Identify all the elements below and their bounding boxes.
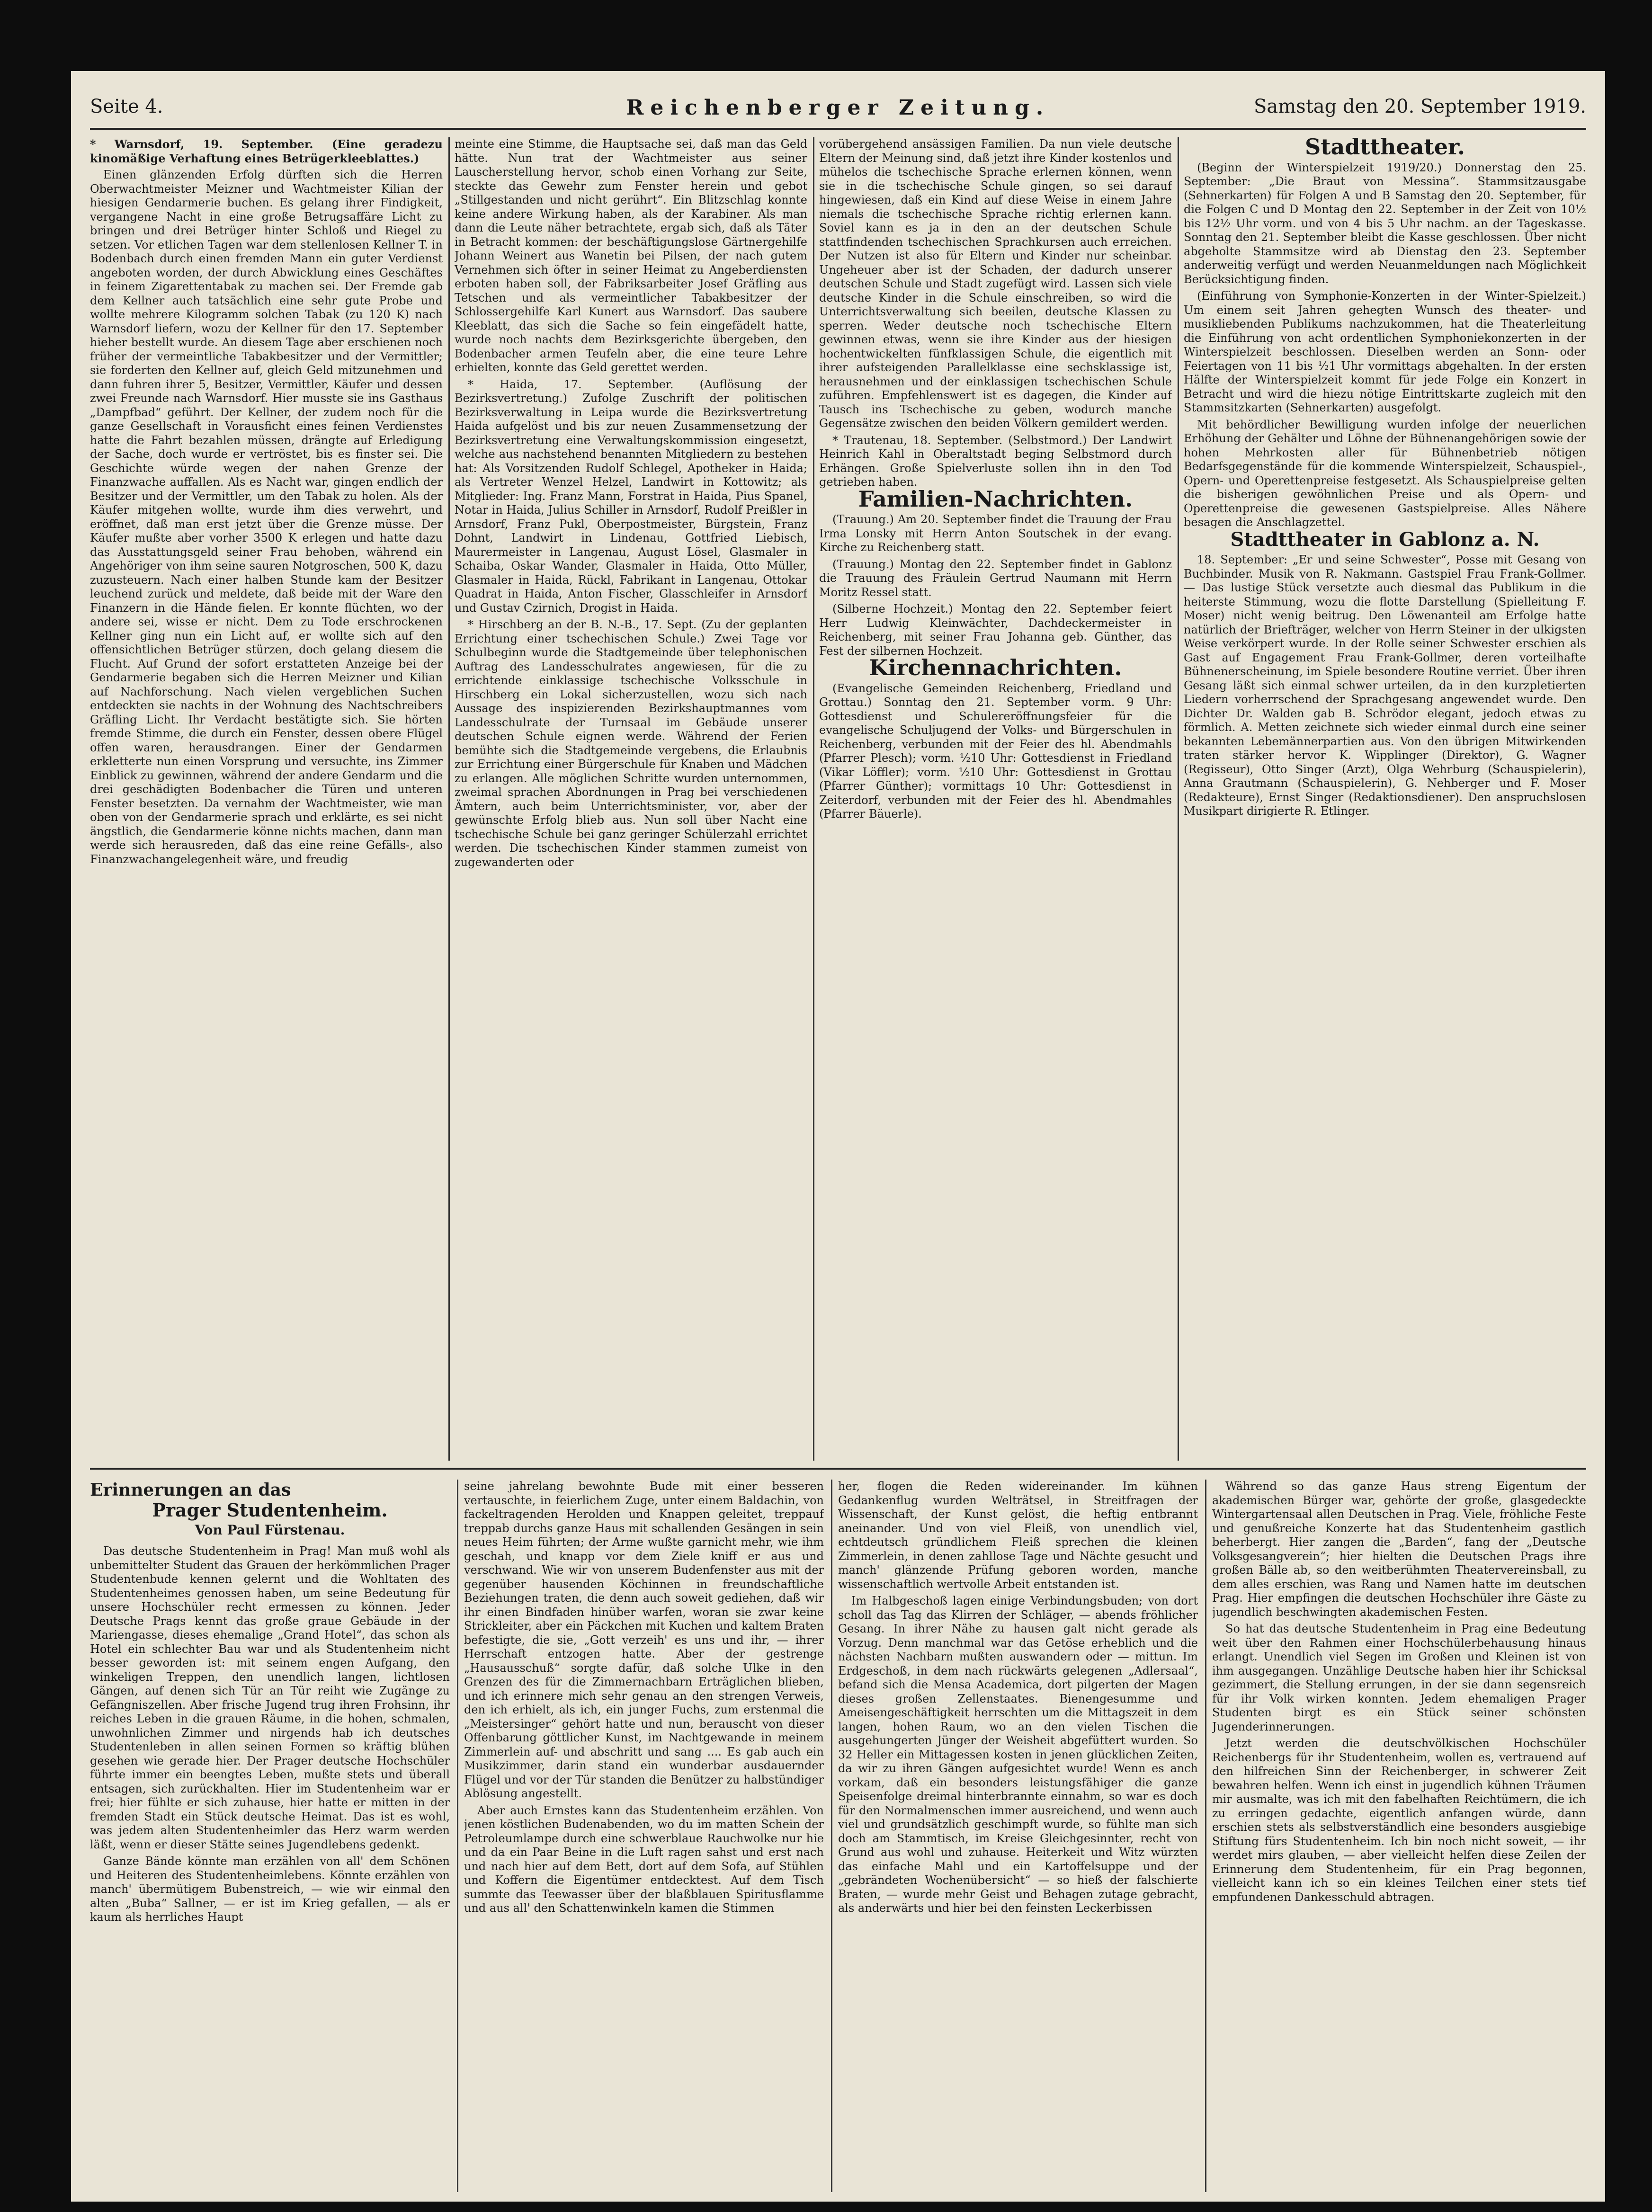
newspaper-title: Reichenberger Zeitung. <box>626 96 1050 120</box>
column-rule <box>813 137 814 1461</box>
column-rule <box>448 137 450 1461</box>
dateline-warnsdorf: * Warnsdorf, 19. September. (Eine geradezu kinomäßige Verhaftung eines Betrügerkleeblattes.) <box>90 137 443 165</box>
newspaper-page <box>71 71 1605 2202</box>
feuilleton-paragraph: her, flogen die Reden widereinander. Im kühnen Gedankenflug wurden Welträtsel, in Streitfragen der Wissenschaft, der Kunst gelöst, die heftig entbrannt aneinander. Und von viel Fleiß, von unendlich viel, echtdeutsch gründlichem Fleiß sprechen die kleinen Zimmerlein, in denen zahllose Tage und Nächte gesucht und manch' glänzende Prüfung geboren worden, manche wissenschaftlich wertvolle Arbeit entstanden ist. <box>838 1480 1198 1591</box>
theater-notice: (Einführung von Symphonie-Konzerten in der Winter-Spielzeit.) Um einem seit Jahren gehegten Wunsch des theater- und musikliebenden Publikums nachzukommen, hat die Theaterleitung die Einführung von acht ordentlichen Symphoniekonzerten in der Winterspielzeit beschlossen. Dieselben werden an Sonn- oder Feiertagen von 11 bis ½1 Uhr vormittags abgehalten. In der ersten Hälfte der Winterspielzeit kommt für jede Folge ein Konzert in Betracht und wird die hiezu nötige Eintrittskarte zugleich mit den Stammsitzkarten (Sehnerkarten) ausgefolgt. <box>1184 289 1586 414</box>
feuilleton-paragraph: So hat das deutsche Studentenheim in Prag eine Bedeutung weit über den Rahmen einer Hochschülerbehausung hinaus erlangt. Unendlich viel Segen im Großen und Kleinen ist von ihm ausgegangen. Unzählige Deutsche haben hier ihr Schicksal gezimmert, die Stellung errungen, in der sie dann segensreich für ihr Volk wirken konnten. Jedem ehemaligen Prager Studenten birgt es ein Stück seiner schönsten Jugenderinnerungen. <box>1212 1622 1586 1733</box>
article-paragraph: * Hirschberg an der B. N.-B., 17. Sept. (Zu der geplanten Errichtung einer tschechischen Schule.) Zwei Tage vor Schulbeginn wurde die Stadtgemeinde über telephonischen Auftrag des Landesschulrates angewiesen, für die zu errichtende einklassige tschechische Volksschule in Hirschberg ein Lokal sicherzustellen, wozu sich nach Aussage des inspizierenden Bezirkshauptmannes vom Landesschulrate der Turnsaal im Gebäude unserer deutschen Schule eignen werde. Während der Ferien bemühte sich die Stadtgemeinde vergebens, die Erlaubnis zur Errichtung einer Bürgerschule für Knaben und Mädchen zu erlangen. Alle möglichen Schritte wurden unternommen, zweimal sprachen Abordnungen in Prag bei verschiedenen Ämtern, auch beim Unterrichtsminister, vor, aber der gewünschte Erfolg blieb aus. Nun soll über Nacht eine tschechische Schule bei ganz geringer Schülerzahl errichtet werden. Die tschechischen Kinder stammen zumeist von zugewanderten oder <box>455 618 807 869</box>
theater-notice: (Beginn der Winterspielzeit 1919/20.) Donnerstag den 25. September: „Die Braut von Messina“. Stammsitzausgabe (Sehnerkarten) für Folgen A und B Samstag den 20. September, für die Folgen C und D Montag den 22. September in der Zeit von 10½ bis 12½ Uhr vorm. und von 4 bis 5 Uhr nachm. an der Tageskasse. Sonntag den 21. September bleibt die Kasse geschlossen. Über nicht abgeholte Stammsitze wird ab Dienstag den 23. September anderweitig verfügt und werden Neuanmeldungen nach Möglichkeit Berücksichtigung finden. <box>1184 161 1586 286</box>
family-notice: (Trauung.) Am 20. September findet die Trauung der Frau Irma Lonsky mit Herrn Anton Soutschek in der evang. Kirche zu Reichenberg statt. <box>819 513 1172 554</box>
article-paragraph: vorübergehend ansässigen Familien. Da nun viele deutsche Eltern der Meinung sind, daß jetzt ihre Kinder kostenlos und mühelos die tschechische Sprache erlernen können, wenn sie in die tschechische Schule gingen, so sei darauf hingewiesen, daß ein Kind auf diese Weise in einem Jahre niemals die tschechische Sprache richtig erlernen kann. Soviel kann es ja in den an der deutschen Schule stattfindenden tschechischen Sprachkursen auch erreichen. Der Nutzen ist also für Eltern und Kinder nur scheinbar. Ungeheuer aber ist der Schaden, der dadurch unserer deutschen Schule und Stadt zugefügt wird. Lassen sich viele deutsche Kinder in die Schule einschreiben, so wird die Unterrichtsverwaltung sich beeilen, deutsche Klassen zu sperren. Weder deutsche noch tschechische Eltern gewinnen etwas, wenn sie ihre Kinder aus der hiesigen hochentwickelten fünfklassigen Schule, die eigentlich mit ihrer aufsteigenden Parallelklasse eine sechsklassige ist, herausnehmen und der einklassigen tschechischen Schule zuführen. Empfehlenswert ist es dagegen, die Kinder auf Tausch ins Tschechische zu geben, wodurch manche Gegensätze zwischen den beiden Völkern gemildert werden. <box>819 137 1172 430</box>
feuilleton-title-line-1: Erinnerungen an das <box>90 1480 291 1500</box>
feuilleton-column-2 <box>464 1480 824 2192</box>
family-notice: (Silberne Hochzeit.) Montag den 22. September feiert Herr Ludwig Kleinwächter, Dachdeckermeister in Reichenberg, mit seiner Frau Johanna geb. Günther, das Fest der silbernen Hochzeit. <box>819 602 1172 658</box>
feuilleton-paragraph: Das deutsche Studentenheim in Prag! Man muß wohl als unbemittelter Student das Grauen der herkömmlichen Prager Studentenbude kennen gelernt und die Wohltaten des Studentenheimes genossen haben, um seine Bedeutung für unsere Hochschüler recht ermessen zu können. Jeder Deutsche Prags kennt das große graue Gebäude in der Mariengasse, dieses ehemalige „Grand Hotel“, das schon als Hotel ein schlechter Bau war und als Studentenheim nicht besser geworden ist: mit seinem engen Aufgang, den winkeligen Treppen, den unendlich langen, lichtlosen Gängen, auf denen sich Tür an Tür reiht wie Zugänge zu Gefängniszellen. Aber frische Jugend trug ihren Frohsinn, ihr reiches Leben in die grauen Räume, in die hohen, schmalen, unwohnlichen Zimmer und nirgends hab ich deutsches Studentenleben in allen seinen Formen so kräftig blühen gesehen wie gerade hier. Der Prager deutsche Hochschüler führte immer ein beengtes Leben, mußte stets und überall entsagen, sich zurückhalten. Hier im Studentenheim war er frei; hier fühlte er sich zuhause, hier hatte er mitten in der fremden Stadt ein Stück deutsche Heimat. Das ist es wohl, was jedem alten Studentenheimler das Herz warm werden läßt, wenn er dieser Stätte seines Jugendlebens gedenkt. <box>90 1544 450 1851</box>
feuilleton-paragraph: Jetzt werden die deutschvölkischen Hochschüler Reichenbergs für ihr Studentenheim, wollen es, vertrauend auf den hilfreichen Sinn der Reichenberger, in schwerer Zeit bewahren helfen. Wenn ich einst in jugendlich kühnen Träumen mir ausmalte, was ich mit den fabelhaften Reichtümern, die ich zu erringen gedachte, eigentlich anfangen würde, dann erschien stets als selbstverständlich eine besonders ausgiebige Stiftung fürs Studentenheim. Ich bin noch nicht soweit, — ihr werdet mirs glauben, — aber vielleicht helfen diese Zeilen der Erinnerung dem Studentenheim, für ein Prag begonnen, vielleicht kann ich so ein kleines Teilchen einer stets tief empfundenen Dankesschuld abtragen. <box>1212 1737 1586 1904</box>
page-number: Seite 4. <box>90 96 163 117</box>
page-header <box>90 90 1586 130</box>
article-paragraph: Einen glänzenden Erfolg dürften sich die Herren Oberwachtmeister Meizner und Wachtmeister Kilian der hiesigen Gendarmerie buchen. Es gelang ihrer Findigkeit, vergangene Nacht in eine große Betrugsaffäre Licht zu bringen und drei Betrüger hinter Schloß und Riegel zu setzen. Vor etlichen Tagen war dem stellenlosen Kellner T. in Bodenbach durch einen fremden Mann ein guter Verdienst angeboten worden, der durch Abwicklung eines Geschäftes in feinem Zigarettentabak zu machen sei. Der Fremde gab dem Kellner auch tatsächlich eine sehr gute Probe und wollte mehrere Kilogramm solchen Tabak (zu 120 K) nach Warnsdorf liefern, wozu der Kellner für den 17. September hieher bestellt wurde. An diesem Tage aber erschienen noch früher der vermeintliche Tabakbesitzer und der Vermittler; sie forderten den Kellner auf, gleich Geld mitzunehmen und dann fuhren ihrer 5, Besitzer, Vermittler, Käufer und dessen zwei Freunde nach Warnsdorf. Hier musste sie ins Gasthaus „Dampfbad“ geführt. Der Kellner, der zudem noch für die ganze Gesellschaft in Vorausficht eines feinen Verdienstes hatte die Fahrt bezahlen müssen, drängte auf Erledigung der Sache, doch wurde er vertröstet, bis es finster sei. Die Geschichte würde wegen der nahen Grenze der Finanzwache auffallen. Als es Nacht war, gingen endlich der Besitzer und der Vermittler, um den Tabak zu holen. Als der Käufer mitgehen wollte, wurde ihm dies verwehrt, und eröffnet, daß man erst jetzt über die Grenze müsse. Der Käufer mußte aber vorher 3500 K erlegen und hatte dazu das Ausstattungsgeld seiner Frau behoben, während ein Angehöriger von ihm seine sauren Notgroschen, 500 K, dazu zuzusteuern. Nach einer halben Stunde kam der Besitzer leuchend zurück und meldete, daß beide mit der Ware den Finanzern in die Hände fielen. Er konnte flüchten, wo der andere sei, wisse er nicht. Dem zu Tode erschrockenen Kellner ging nun ein Licht auf, er wollte sich auf den offensichtlichen Betrüger stürzen, doch gelang diesem die Flucht. Auf Grund der sofort erstatteten Anzeige bei der Gendarmerie begaben sich die Herren Meizner und Kilian auf Nachforschung. Nach vielen vergeblichen Suchen entdeckten sie nachts in der Wohnung des Nachtschreibers Gräfling Licht. Ihr Verdacht bestätigte sich. Sie hörten fremde Stimme, die durch ein Fenster, dessen obere Flügel offen waren, herausdrangen. Einer der Gendarmen erkletterte nun einen Vorsprung und versuchte, ins Zimmer Einblick zu gewinnen, während der andere Gendarm und die drei geschädigten Bodenbacher die Türen und unteren Fenster besetzten. Da vernahm der Wachtmeister, wie man oben von der Gendarmerie sprach und erklärte, es sei nicht ängstlich, die Gendarmerie könne nichts machen, dann man werde sich herausreden, daß das eine reine Gefälls-, also Finanzwachangelegenheit wäre, und freudig <box>90 168 443 866</box>
theater-notice: Mit behördlicher Bewilligung wurden infolge der neuerlichen Erhöhung der Gehälter und Löhne der Bühnenangehörigen sowie der hohen Mehrkosten aller für Bühnenbetrieb nötigen Bedarfsgegenstände für die kommende Winterspielzeit, Schauspiel-, Opern- und Operettenpreise festgesetzt. Als Schauspielpreise gelten die bisherigen gewöhnlichen Preise und als Opern- und Operettenpreise die gewesenen Gastspielpreise. Alles Nähere besagen die Anschlagzettel. <box>1184 418 1586 529</box>
article-paragraph: meinte eine Stimme, die Hauptsache sei, daß man das Geld hätte. Nun trat der Wachtmeister aus seiner Lauscherstellung hervor, schob einen Vorhang zur Seite, steckte das Gewehr zum Fenster herein und gebot „Stillgestanden und nicht gerührt“. Ein Blitzschlag konnte keine andere Wirkung haben, als der Karabiner. Als man dann die Leute näher betrachtete, ergab sich, daß als Täter in Betracht kommen: der beschäftigungslose Gärtnergehilfe Johann Weinert aus Wanetin bei Pilsen, der nach gutem Vernehmen sich öfter in seiner Heimat zu Angeberdiensten erboten haben soll, der Fabriksarbeiter Josef Gräfling aus Tetschen und als vermeintlicher Tabakbesitzer der Schlossergehilfe Karl Kunert aus Warnsdorf. Das saubere Kleeblatt, das sich die Sache so fein eingefädelt hatte, wurde noch nachts dem Bezirksgerichte übergeben, den Bodenbacher armen Teufeln aber, die eine teure Lehre erhielten, konnte das Geld gerettet werden. <box>455 137 807 374</box>
church-news-heading: Kirchennachrichten. <box>869 655 1122 680</box>
feuilleton-paragraph: Während so das ganze Haus streng Eigentum der akademischen Bürger war, gehörte der große, glasgedeckte Wintergartensaal allen Deutschen in Prag. Viele, fröhliche Feste und genußreiche Konzerte hat das Studentenheim gastlich beherbergt. Hier zangen die „Barden“, fang der „Deutsche Volksgesangverein“; hier hielten die Deutschen Prags ihre großen Bälle ab, so den weitberühmten Theatervereinsball, zu dem alles erschien, was Rang und Namen hatte im deutschen Prag. Hier empfingen die deutschen Hochschüler ihre Gäste zu jugendlich beschwingten akademischen Festen. <box>1212 1480 1586 1619</box>
issue-date: Samstag den 20. September 1919. <box>1253 96 1586 117</box>
feuilleton-paragraph: seine jahrelang bewohnte Bude mit einer besseren vertauschte, in feierlichem Zuge, unter einem Baldachin, von fackeltragenden Herolden und Knappen geleitet, treppauf treppab durchs ganze Haus mit schallenden Gesängen in sein neues Heim führten; der Arme wußte garnicht mehr, wie ihm geschah, und knapp vor dem Ziele kniff er aus und verschwand. Wie wir von unserem Budenfenster aus mit der gegenüber hausenden Köchinnen in freundschaftliche Beziehungen traten, die denn auch soweit gediehen, daß wir ihr einen Bindfaden hinüber warfen, woran sie zwar keine Strickleiter, aber ein Päckchen mit Kuchen und kaltem Braten befestigte, die sie, „Gott verzeih' es uns und ihr, — ihrer Herrschaft entzogen hatte. Aber der gestrenge „Hausausschuß“ sorgte dafür, daß solche Ulke in den Grenzen des für die Zimmernachbarn Erträglichen blieben, und ich erinnere mich sehr genau an den strengen Verweis, den ich erhielt, als ich, ein junger Fuchs, zum erstenmal die „Meistersinger“ gehört hatte und nun, berauscht von dieser Offenbarung göttlicher Kunst, im Nachtgewande in meinem Zimmerlein auf- und abschritt und sang .... Es gab auch ein Musikzimmer, darin stand ein wunderbar ausdauernder Flügel und vor der Tür standen die Benützer zu halbstündiger Ablösung angestellt. <box>464 1480 824 1800</box>
feuilleton-column-3 <box>838 1480 1198 2192</box>
feuilleton-rule <box>90 1468 1586 1470</box>
feuilleton-paragraph: Ganze Bände könnte man erzählen von all' dem Schönen und Heiteren des Studentenheimlebens. Könnte erzählen von manch' übermütigem Bubenstreich, — wie wir einmal den alten „Buba“ Sallner, — er ist im Krieg gefallen, — als er kaum als herrliches Haupt <box>90 1855 450 1924</box>
church-notice: (Evangelische Gemeinden Reichenberg, Friedland und Grottau.) Sonntag den 21. September vorm. 9 Uhr: Gottesdienst und Schulereröffnungsfeier für die evangelische Schuljugend der Volks- und Bürgerschulen in Reichenberg, verbunden mit der Feier des hl. Abendmahls (Pfarrer Plesch); vorm. ½10 Uhr: Gottesdienst in Friedland (Vikar Löffler); vorm. ½10 Uhr: Gottesdienst in Grottau (Pfarrer Günther); vormittags 10 Uhr: Gottesdienst in Zeiterdorf, verbunden mit der Feier des hl. Abendmahles (Pfarrer Bäuerle). <box>819 681 1172 821</box>
family-notice: (Trauung.) Montag den 22. September findet in Gablonz die Trauung des Fräulein Gertrud Naumann mit Herrn Moritz Ressel statt. <box>819 557 1172 599</box>
feuilleton-paragraph: Aber auch Ernstes kann das Studentenheim erzählen. Von jenen köstlichen Budenabenden, wo du im matten Schein der Petroleumlampe durch eine schwerblaue Rauchwolke nur hie und da ein Paar Beine in die Luft ragen sahst und erst nach und nach hier auf dem Bett, dort auf dem Sofa, auf Stühlen und Koffern die Eigentümer entdecktest. Auf dem Tisch summte das Teewasser über der blaßblauen Spiritusflamme und aus all' den Schattenwinkeln kamen die Stimmen <box>464 1803 824 1915</box>
feuilleton-column-4 <box>1212 1480 1586 2192</box>
news-column-4 <box>1184 137 1586 1463</box>
theater-review: 18. September: „Er und seine Schwester“, Posse mit Gesang von Buchbinder. Musik von R. Nakmann. Gastspiel Frau Frank-Gollmer. — Das lustige Stück versetzte auch diesmal das Publikum in die heiterste Stimmung, wozu die flotte Darstellung (Spielleitung F. Moser) nicht wenig beitrug. Den Löwenanteil am Erfolge hatte natürlich der Briefträger, welcher von Herrn Steiner in der ulkigsten Weise verkörpert wurde. In der Rolle seiner Schwester erschien als Gast auf Engagement Frau Frank-Gollmer, deren vorteilhafte Bühnenerscheinung, im Spiele besondere Routine verriet. Über ihren Gesang läßt sich einmal schwer urteilen, da in den kurzpletierten Liedern vorherrschend der Sprachgesang angewendet wurde. Den Dichter Dr. Walden gab B. Schrödor elegant, jedoch etwas zu förmlich. A. Metten zeichnete sich wieder einmal durch eine seiner bekannten Lebemännerpartien aus. Von den übrigen Mitwirkenden traten stärker hervor K. Wipplinger (Direktor), G. Wagner (Regisseur), Otto Singer (Arzt), Olga Wehrburg (Schauspielerin), Anna Grautmann (Schauspielerin), G. Nehberger und F. Moser (Redakteure), Ernst Singer (Redaktionsdiener). Den anspruchslosen Musikpart dirigierte R. Etlinger. <box>1184 553 1586 818</box>
news-column-1 <box>90 137 443 1463</box>
feuilleton-byline: Von Paul Fürstenau. <box>195 1522 345 1538</box>
theater-heading: Stadttheater. <box>1305 137 1465 160</box>
column-rule <box>457 1480 458 2192</box>
feuilleton-title-line-2: Prager Studentenheim. <box>152 1499 388 1521</box>
feuilleton-paragraph: Im Halbgeschoß lagen einige Verbindungsbuden; von dort scholl das Tag das Klirren der Schläger, — abends fröhlicher Gesang. In ihrer Nähe zu hausen galt nicht gerade als Vorzug. Denn manchmal war das Getöse erheblich und die nächsten Nachbarn mußten auswandern oder — mittun. Im Erdgeschoß, in dem nach rückwärts gelegenen „Adlersaal“, befand sich die Mensa Academica, dort pilgerten der Magen dieses großen Zellenstaates. Bienengesumme und Ameisengeschäftigkeit herrschten um die Mittagszeit in dem langen, hohen Raum, wo an den vielen Tischen die ausgehungerten Jünger der Weisheit abgefüttert wurden. So 32 Heller ein Mittagessen kosten in jenen glücklichen Zeiten, da wir zu ihren Gängen aufgesichtet wurde! Wenn es anch vorkam, daß ein besonders leistungsfähiger die ganze Speisenfolge dreimal hinterbrannte einnahm, so war es doch für den Normalmenschen immer ausreichend, und wenn auch viel und grundsätzlich geschimpft wurde, so fühlte man sich doch am Stammtisch, im Kreise Gleichgesinnter, recht von Grund aus wohl und zuhause. Heiterkeit und Witz würzten das einfache Mahl und ein Kartoffelsuppe und der „gebrändeten Wochenübersicht“ — so hieß der falschierte Braten, — wurde mehr Geist und Behagen zutage gebracht, als anderwärts und hier bei den feinsten Leckerbissen <box>838 1594 1198 1915</box>
article-paragraph: * Haida, 17. September. (Auflösung der Bezirksvertretung.) Zufolge Zuschrift der politischen Bezirksverwaltung in Leipa wurde die Bezirksvertretung Haida aufgelöst und bis zur neuen Zusammensetzung der Bezirksvertretung eine Verwaltungskommission eingesetzt, welche aus nachstehend benannten Mitgliedern zu bestehen hat: Als Vorsitzenden Rudolf Schlegel, Apotheker in Haida; als Vertreter Wenzel Helzel, Landwirt in Kottowitz; als Mitglieder: Ing. Franz Mann, Forstrat in Haida, Pius Spanel, Notar in Haida, Julius Schiller in Arnsdorf, Rudolf Preißler in Arnsdorf, Franz Pukl, Oberpostmeister, Bürgstein, Franz Dohnt, Landwirt in Lindenau, Gottfried Liebisch, Maurermeister in Langenau, August Lösel, Glasmaler in Schaiba, Oskar Wander, Glasmaler in Haida, Otto Müller, Glasmaler in Haida, Rückl, Fabrikant in Langenau, Ottokar Quadrat in Haida, Anton Fischer, Glasschleifer in Arnsdorf und Gustav Czirnich, Drogist in Haida. <box>455 377 807 615</box>
feuilleton-column-1 <box>90 1480 450 2192</box>
news-column-3 <box>819 137 1172 1463</box>
column-rule <box>1178 137 1179 1461</box>
gablonz-theater-heading: Stadttheater in Gablonz a. N. <box>1230 528 1540 551</box>
article-paragraph: * Trautenau, 18. September. (Selbstmord.) Der Landwirt Heinrich Kahl in Oberaltstadt beging Selbstmord durch Erhängen. Große Spielverluste sollen ihn in den Tod getrieben haben. <box>819 433 1172 489</box>
column-rule <box>831 1480 832 2192</box>
family-news-heading: Familien-Nachrichten. <box>858 486 1133 512</box>
news-column-2 <box>455 137 807 1463</box>
column-rule <box>1205 1480 1206 2192</box>
